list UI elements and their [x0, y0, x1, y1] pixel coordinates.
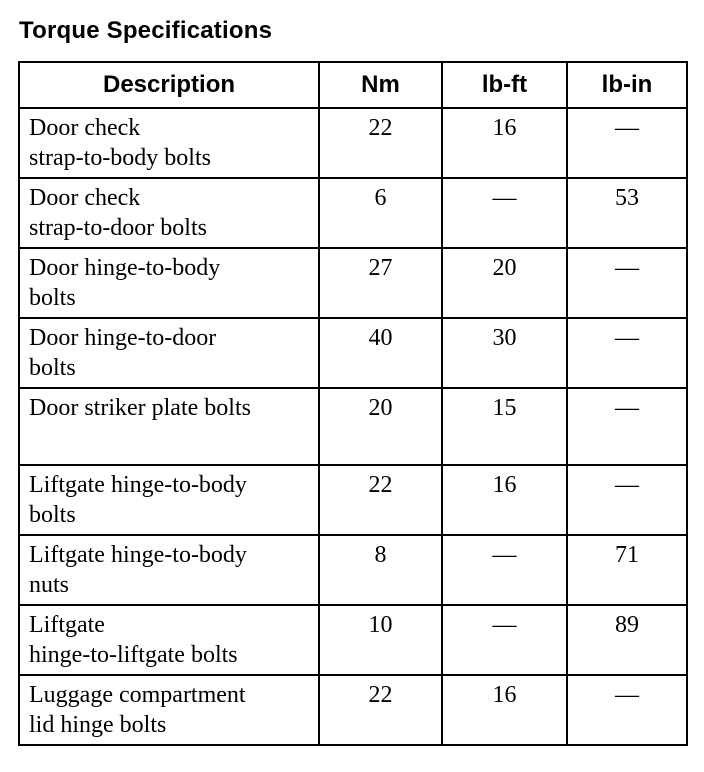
table-body	[19, 108, 687, 745]
cell-description	[19, 318, 319, 388]
description-line: Liftgate hinge-to-body	[29, 472, 247, 498]
description-line: hinge-to-liftgate bolts	[29, 642, 238, 668]
cell-lb-in: 53	[567, 178, 687, 248]
description-line: Door hinge-to-body	[29, 255, 221, 281]
description-line: Door striker plate bolts	[29, 395, 251, 421]
description-line: strap-to-body bolts	[29, 145, 211, 171]
cell-lb-in: —	[567, 388, 687, 465]
torque-specifications-table	[18, 61, 688, 746]
column-header-lb-in: lb-in	[567, 62, 687, 108]
cell-lb-in: —	[567, 248, 687, 318]
cell-lb-ft: —	[442, 605, 567, 675]
cell-lb-ft: —	[442, 535, 567, 605]
cell-nm: 10	[319, 605, 442, 675]
description-line: Liftgate hinge-to-body	[29, 542, 247, 568]
description-line: strap-to-door bolts	[29, 215, 207, 241]
description-line: Door check	[29, 115, 141, 141]
cell-lb-ft: 16	[442, 108, 567, 178]
description-line: bolts	[29, 355, 76, 381]
cell-description	[19, 248, 319, 318]
cell-lb-in: —	[567, 465, 687, 535]
cell-lb-ft: 16	[442, 675, 567, 745]
cell-nm: 40	[319, 318, 442, 388]
table-row	[19, 675, 687, 745]
cell-nm: 6	[319, 178, 442, 248]
cell-lb-ft: 20	[442, 248, 567, 318]
description-line: bolts	[29, 285, 76, 311]
cell-description	[19, 535, 319, 605]
cell-nm: 27	[319, 248, 442, 318]
cell-lb-in: —	[567, 318, 687, 388]
cell-lb-ft: 30	[442, 318, 567, 388]
cell-lb-ft: 15	[442, 388, 567, 465]
description-line: nuts	[29, 572, 70, 598]
cell-nm: 22	[319, 675, 442, 745]
table-row	[19, 108, 687, 178]
table-row	[19, 535, 687, 605]
cell-description	[19, 675, 319, 745]
description-line: lid hinge bolts	[29, 712, 167, 738]
cell-lb-in: 89	[567, 605, 687, 675]
description-line: bolts	[29, 502, 76, 528]
description-line: Door hinge-to-door	[29, 325, 217, 351]
cell-description	[19, 178, 319, 248]
cell-nm: 22	[319, 465, 442, 535]
cell-lb-in: —	[567, 108, 687, 178]
page-title: Torque Specifications	[19, 17, 273, 44]
description-line: Liftgate	[29, 612, 105, 638]
column-header-description: Description	[19, 62, 319, 108]
table-row	[19, 605, 687, 675]
description-line: Door check	[29, 185, 141, 211]
cell-nm: 20	[319, 388, 442, 465]
table-row	[19, 465, 687, 535]
cell-description	[19, 465, 319, 535]
cell-nm: 22	[319, 108, 442, 178]
cell-lb-in: —	[567, 675, 687, 745]
cell-nm: 8	[319, 535, 442, 605]
cell-description	[19, 108, 319, 178]
table-row	[19, 178, 687, 248]
cell-lb-ft: 16	[442, 465, 567, 535]
description-line: Luggage compartment	[29, 682, 246, 708]
table-row	[19, 248, 687, 318]
table-row	[19, 388, 687, 465]
cell-description	[19, 388, 319, 465]
table-row	[19, 318, 687, 388]
cell-lb-ft: —	[442, 178, 567, 248]
cell-description	[19, 605, 319, 675]
table-header-row	[19, 62, 687, 108]
cell-lb-in: 71	[567, 535, 687, 605]
column-header-lb-ft: lb-ft	[442, 62, 567, 108]
column-header-nm: Nm	[319, 62, 442, 108]
